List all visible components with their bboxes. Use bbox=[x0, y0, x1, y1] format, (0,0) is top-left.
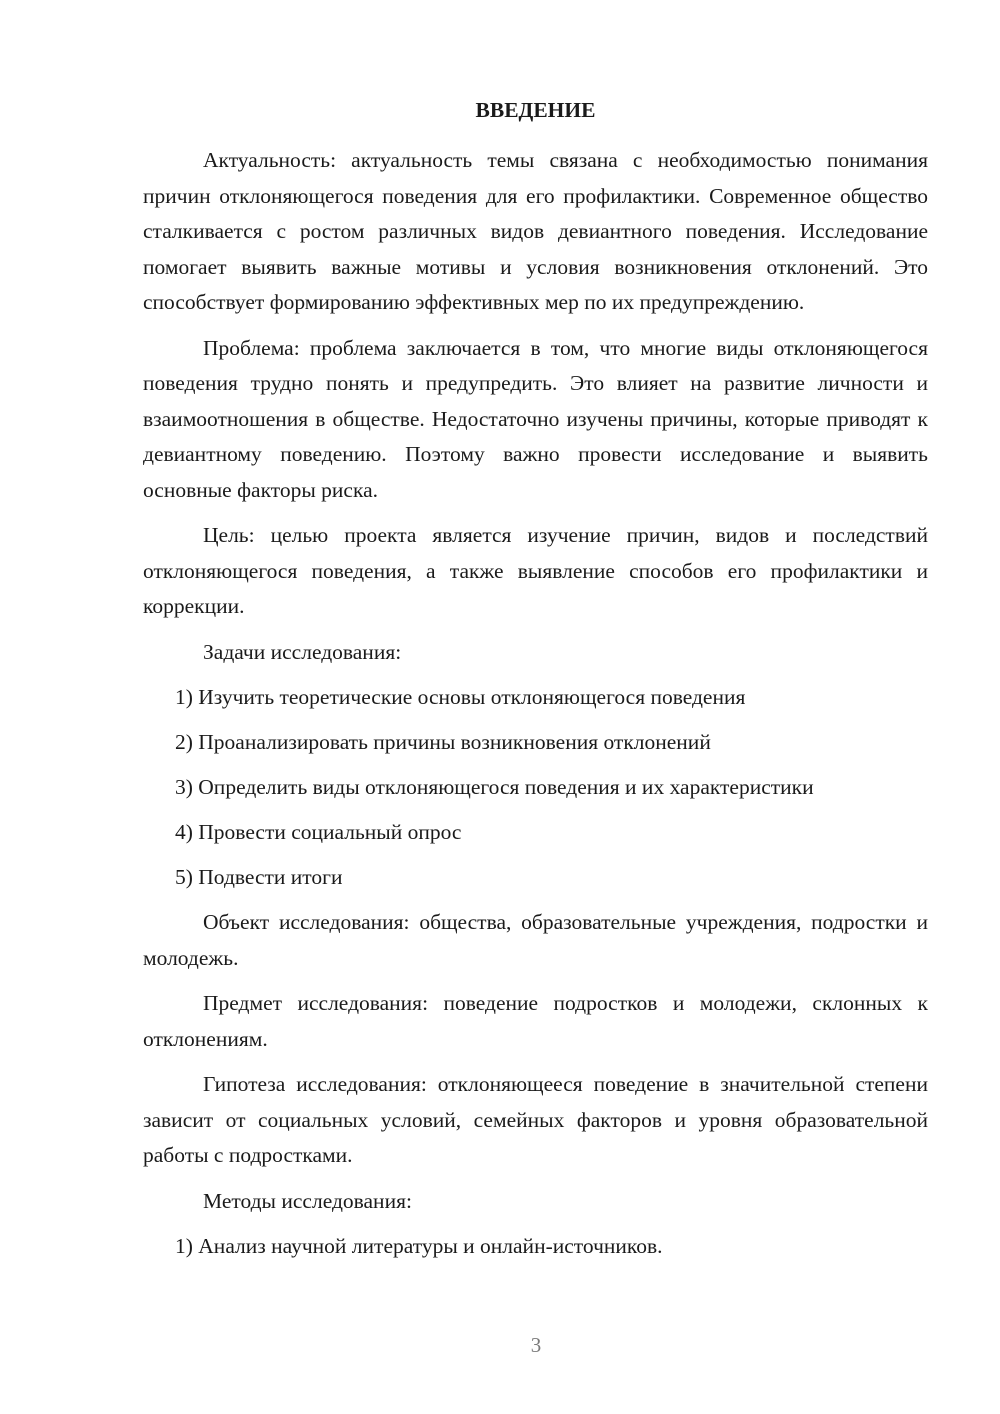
tasks-heading: Задачи исследования: bbox=[203, 639, 402, 664]
list-item: 3) Определить виды отклоняющегося поведения и их характеристики bbox=[175, 775, 814, 799]
paragraph-subject: Предмет исследования: поведение подростков и молодежи, склонных к отклонениям. bbox=[143, 991, 928, 1051]
paragraph-object: Объект исследования: общества, образовательные учреждения, подростки и молодежь. bbox=[143, 910, 928, 970]
paragraph-goal: Цель: целью проекта является изучение причин, видов и последствий отклоняющегося поведения, а также выявление способов его профилактики и коррекции. bbox=[143, 523, 928, 618]
paragraph-hypothesis: Гипотеза исследования: отклоняющееся поведение в значительной степени зависит от социальных условий, семейных факторов и уровня образовательной работы с подростками. bbox=[143, 1072, 928, 1167]
tasks-list bbox=[143, 680, 928, 896]
list-item: 1) Изучить теоретические основы отклоняющегося поведения bbox=[175, 685, 746, 709]
methods-list bbox=[143, 1229, 928, 1265]
list-item: 5) Подвести итоги bbox=[175, 865, 343, 889]
list-item: 4) Провести социальный опрос bbox=[175, 820, 462, 844]
page-number: 3 bbox=[530, 1333, 542, 1357]
document-page bbox=[143, 90, 928, 1274]
paragraph-problem: Проблема: проблема заключается в том, что многие виды отклоняющегося поведения трудно понять и предупредить. Это влияет на развитие личности и взаимоотношения в обществе. Недостаточно изучены причины, которые приводят к девиантному поведению. Поэтому важно провести исследование и выявить основные факторы риска. bbox=[143, 335, 928, 502]
section-title: ВВЕДЕНИЕ bbox=[475, 98, 596, 122]
methods-heading: Методы исследования: bbox=[203, 1188, 412, 1213]
list-item: 1) Анализ научной литературы и онлайн-источников. bbox=[175, 1234, 663, 1258]
list-item: 2) Проанализировать причины возникновения отклонений bbox=[175, 730, 711, 754]
paragraph-relevance: Актуальность: актуальность темы связана с необходимостью понимания причин отклоняющегося поведения для его профилактики. Современное общество сталкивается с ростом различных видов девиантного поведения. Исследование помогает выявить важные мотивы и условия возникновения отклонений. Это способствует формированию эффективных мер по их предупреждению. bbox=[143, 148, 928, 314]
